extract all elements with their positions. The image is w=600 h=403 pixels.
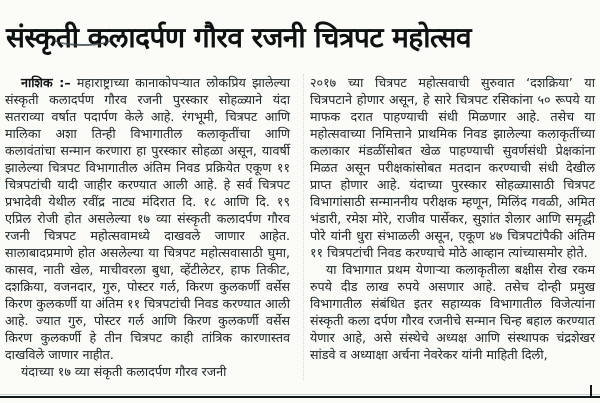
paragraph-2-start: यंदाच्या १७ व्या संकृती कलादर्पण गौरव रजनी: [21, 363, 227, 379]
article-column-right: [303, 74, 595, 380]
article-column-left: [5, 74, 290, 380]
scan-arc-artifact: [52, 30, 114, 46]
paragraph-2-continued: २०१७ च्या चित्रपट महोत्सवाची सुरुवात ‘दशक्रिया’ या चित्रपटाने होणार असून, हे सारे चित्रपट रसिकांना ५० रूपये या माफक दरात पाहण्याची संधी मिळणार आहे. तसेच या महोत्सवाच्या निमित्ताने प्राथमिक निवड झालेल्या कलाकृतींच्या कलाकार मंडळींसोबत खेळ पाहण्याची सुवर्णसंधी प्रेक्षकांना मिळत असून परीक्षकांसोबत मतदान करण्याची संधी देखील प्राप्त होणार आहे. यंदाच्या पुरस्कार सोहळ्यासाठी चित्रपट विभागांसाठी सन्माननीय परीक्षक म्हणून, मिलिंद गवळी, अमित भंडारी, रमेश मोरे, राजीव पार्सेकर, सुशांत शेलार आणि समृद्धी पोरे यांनी धुरा संभाळली असून, एकूण ४७ चित्रपटांपैकी अंतिम ११ चित्रपटांची निवड करण्याचे मोठे आव्हान त्यांच्यासमोर होते.: [310, 74, 595, 260]
bottom-rule: [0, 396, 600, 398]
article-headline: संस्कृती कलादर्पण गौरव रजनी चित्रपट महोत्सव: [6, 20, 472, 54]
article-body: [4, 74, 596, 380]
dateline: नाशिक :–: [21, 74, 71, 90]
bottom-rule-shadow: [0, 394, 600, 395]
paragraph-1: [5, 74, 290, 363]
adjacent-box-corner: [590, 385, 592, 398]
paragraph-1-text: महाराष्ट्राच्या कानाकोपऱ्यात लोकप्रिय झालेल्या संस्कृती कलादर्पण गौरव रजनी पुरस्कार सोहळ्याने यंदा सतराव्या वर्षात पदार्पण केले आहे. रंगभूमी, चित्रपट आणि मालिका अशा तिन्ही विभागातील कलाकृतींचा आणि कलावंतांचा सन्मान करणारा हा पुरस्कार सोहळा असून, यावर्षी झालेल्या चित्रपट विभागातील अंतिम निवड प्रक्रियेत एकूण ११ चित्रपटांची यादी जाहीर करण्यात आली आहे. हे सर्व चित्रपट प्रभादेवी येथील रवींद्र नाट्य मंदिरात दि. १८ आणि दि. १९ एप्रिल रोजी होत असलेल्या १७ व्या संस्कृती कलादर्पण गौरव रजनी चित्रपट महोत्सवामध्ये दाखवले जाणार आहेत. सालाबादप्रमाणे होत असलेल्या या चित्रपट महोत्सवासाठी घुमा, कासव, नाती खेल, माचीवरला बुधा, व्हेंटीलेटर, हाफ तिकीट, दशक्रिया, वजनदार, गुरु, पोस्टर गर्ल, किरण कुलकर्णी वर्सेस किरण कुलकर्णी या अंतिम ११ चित्रपटांची निवड करण्यात आली आहे. ज्यात गुरु, पोस्टर गर्ल आणि किरण कुलकर्णी वर्सेस किरण कुलकर्णी हे तीन चित्रपट काही तांत्रिक कारणास्तव दाखविले जाणार नाहीत.: [5, 74, 290, 362]
paragraph-3: या विभागात प्रथम येणाऱ्या कलाकृतीला बक्षीस रोख रकम रुपये दीड लाख रुपये असणार आहे. तसेच दोन्ही प्रमुख विभागातील संबंधित इतर सहाय्यक विभागातील विजेत्यांना संस्कृती कला दर्पण गौरव रजनीचे सन्मान चिन्ह बहाल करण्यात येणार आहे, असे संस्थेचे अध्यक्ष आणि संस्थापक चंद्रशेखर सांडवे व अध्याक्षा अर्चना नेवरेकर यांनी माहिती दिली,: [310, 261, 595, 362]
